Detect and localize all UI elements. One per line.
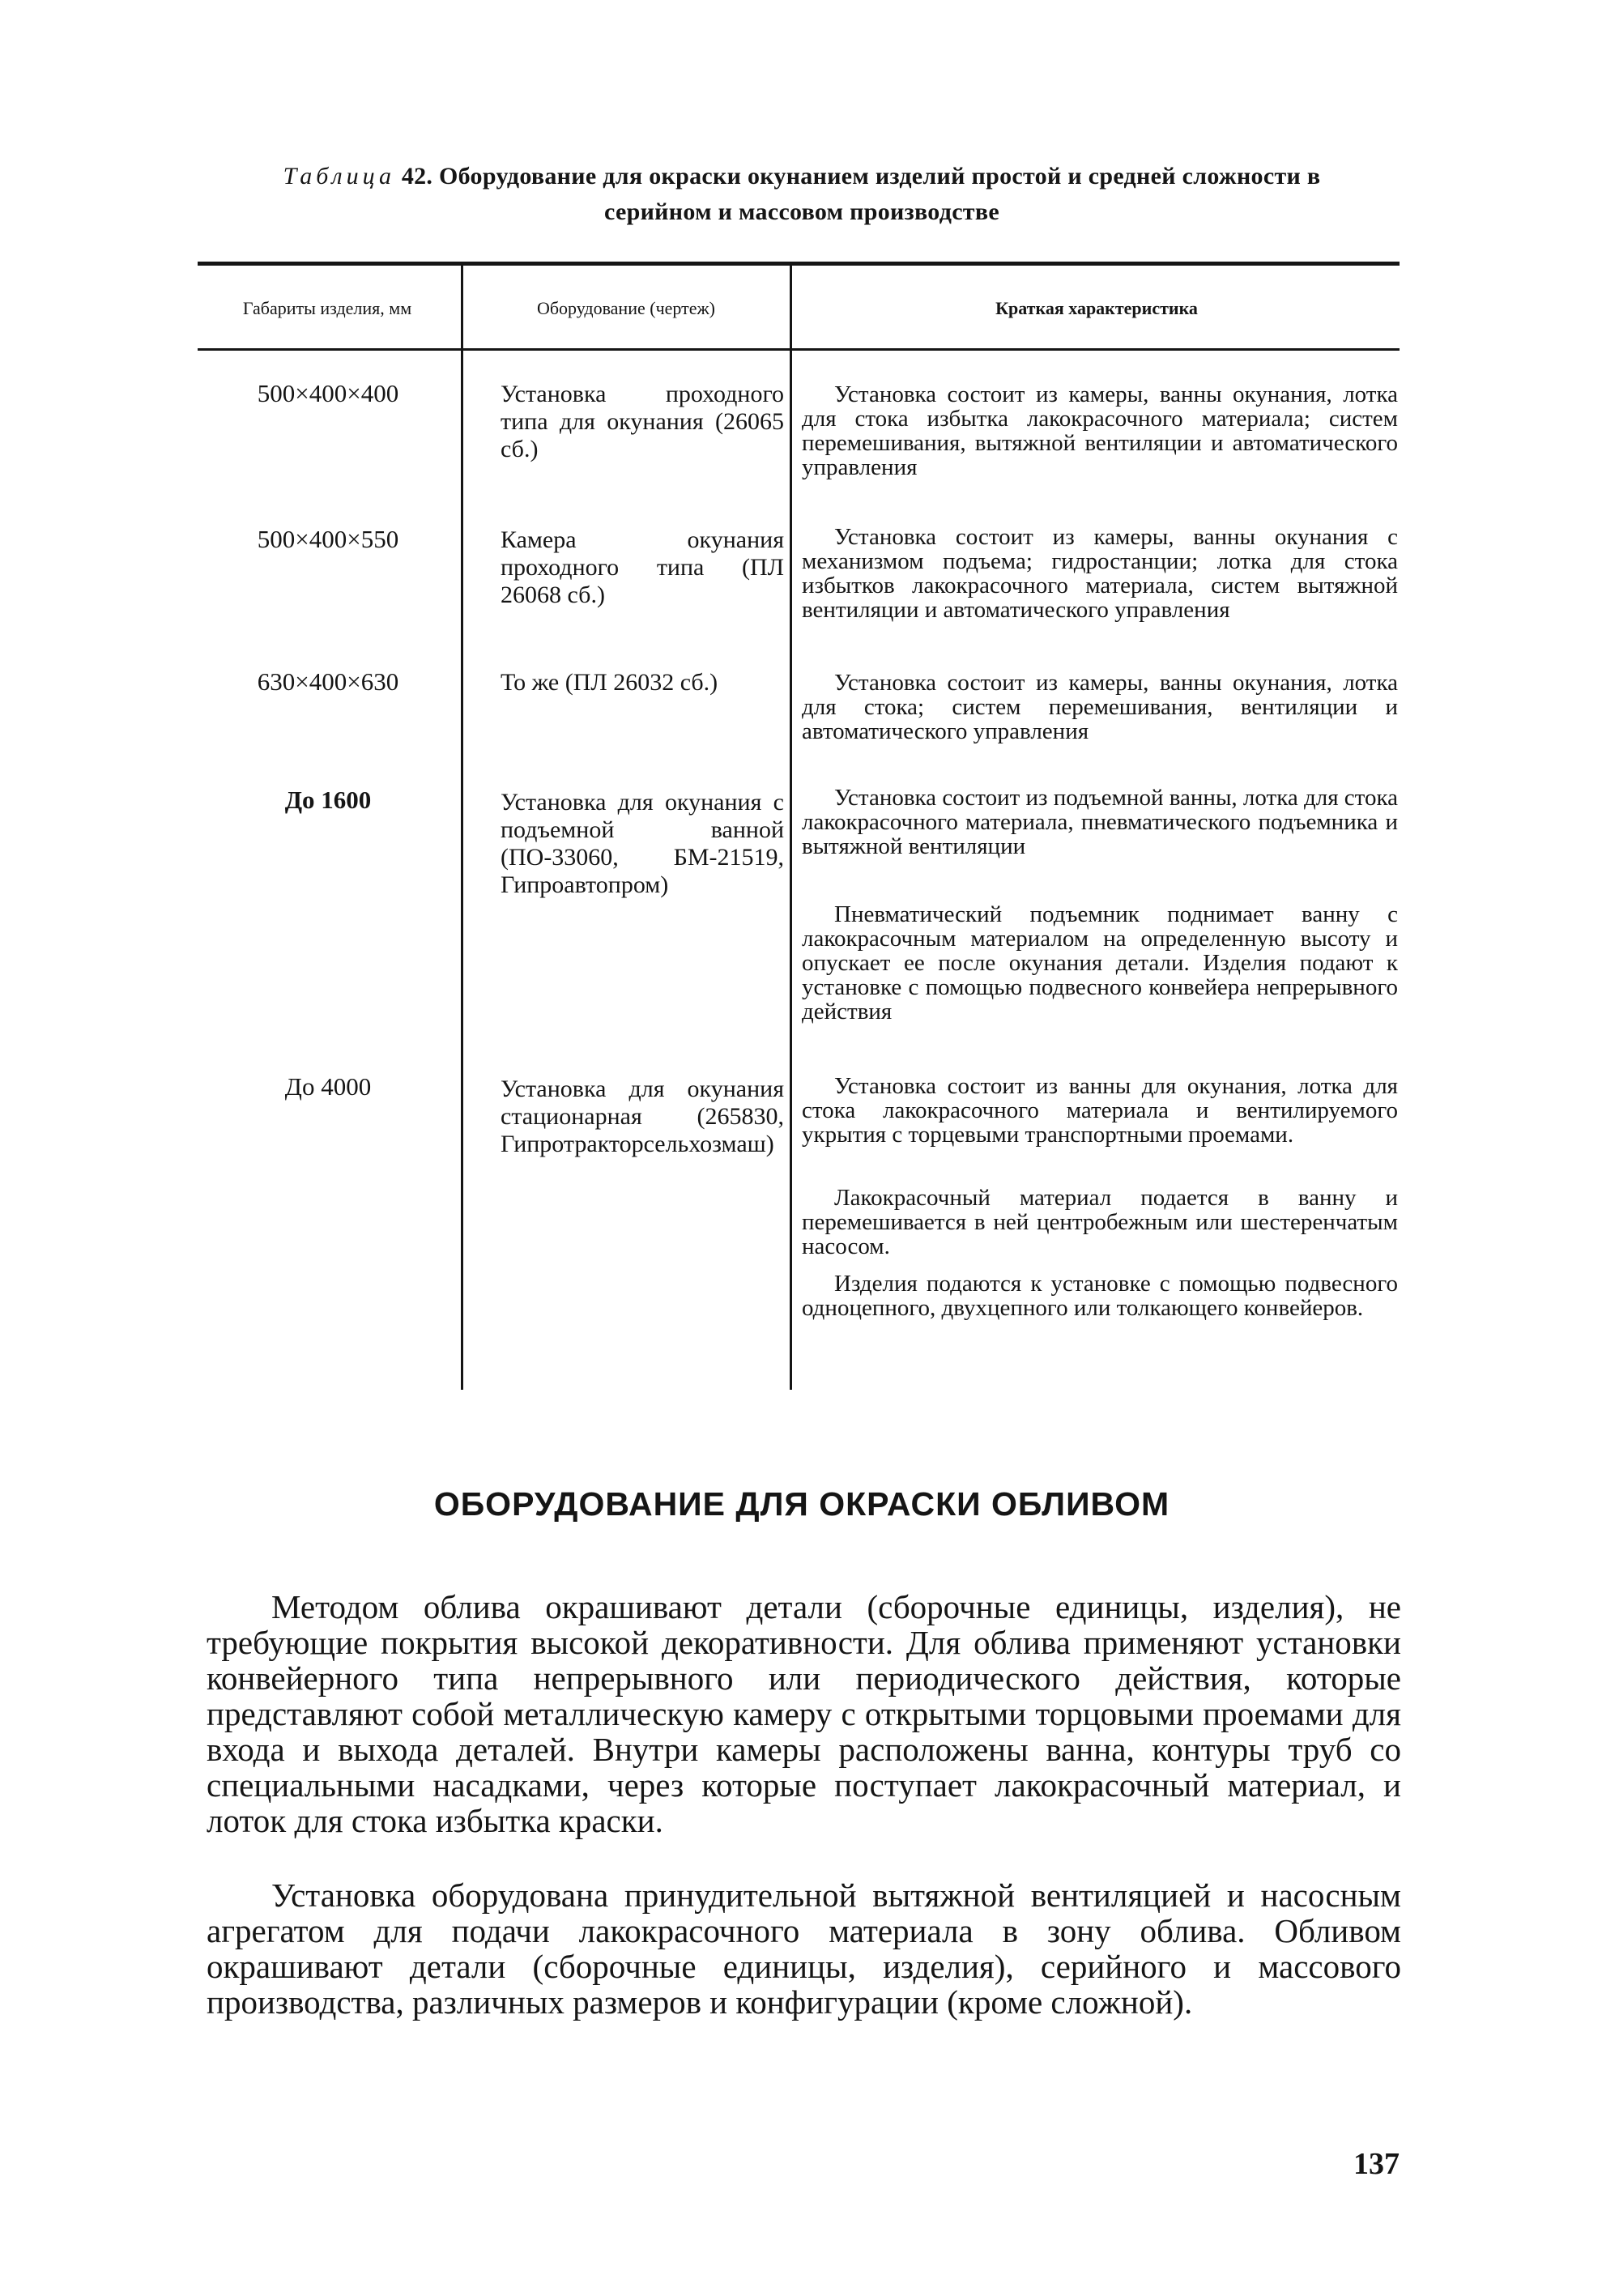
column-header-dimensions: Габариты изделия, мм [242,298,412,318]
row-description: Установка состоит из камеры, ванны окунания, лотка для стока избытка лакокрасочного материала; систем перемешивания, вытяжной вентиляции и автоматического управления [802,381,1398,480]
table-column-divider [790,264,792,1390]
row-equipment: Установка проходного типа для окунания (26065 сб.) [501,381,784,462]
table-caption-prefix: Таблица [283,163,395,190]
table-caption [243,159,1361,230]
table-header-rule [198,348,1400,351]
column-header-description: Краткая характеристика [995,298,1198,318]
row-description-note: Пневматический подъемник поднимает ванну с лакокрасочным материалом на определенную высоту и опускает ее после окунания детали. Изделия подают к установке с помощью подвесного конвейера непрерывного действия [802,901,1398,1024]
row-equipment: То же (ПЛ 26032 сб.) [501,669,718,696]
row-dimensions: 630×400×630 [257,667,399,696]
body-paragraph: Установка оборудована принудительной вытяжной вентиляцией и насосным агрегатом для подачи лакокрасочного материала в зону облива. Обливом окрашивают детали (сборочные единицы, изделия), серийного и массового производства, различных размеров и конфигурации (кроме сложной). [207,1876,1401,2021]
table-column-divider [461,264,463,1390]
row-description-note: Лакокрасочный материал подается в ванну и перемешивается в ней центробежным или шестеренчатым насосом. [802,1185,1398,1259]
body-paragraph: Методом облива окрашивают детали (сборочные единицы, изделия), не требующие покрытия высокой декоративности. Для облива применяют установки конвейерного типа непрерывного или периодического действия, которые представляют собой металлическую камеру с открытыми торцовыми проемами для входа и выхода деталей. Внутри камеры расположены ванна, контуры труб со специальными насадками, через которые поступает лакокрасочный материал, и лоток для стока избытка краски. [207,1588,1401,1839]
row-description: Установка состоит из ванны для окунания, лотка для стока лакокрасочного материала и вентилируемого укрытия с торцевыми транспортными проемами. [802,1073,1398,1148]
row-equipment: Камера окунания проходного типа (ПЛ 26068 сб.) [501,526,784,608]
row-equipment: Установка для окунания с подъемной ванной (ПО-33060, БМ-21519, Гипроавтопром) [501,789,784,898]
row-dimensions: До 1600 [284,786,372,814]
table-top-rule [198,262,1400,266]
row-description-note: Изделия подаются к установке с помощью подвесного одноцепного, двухцепного или толкающего конвейеров. [802,1271,1398,1321]
page-number: 137 [1353,2147,1400,2181]
row-dimensions: До 4000 [284,1072,372,1101]
row-description: Установка состоит из камеры, ванны окунания, лотка для стока; систем перемешивания, вентиляции и автоматического управления [802,670,1398,744]
row-equipment: Установка для окунания стационарная (265830, Гипротракторсельхозмаш) [501,1076,784,1157]
row-dimensions: 500×400×550 [257,525,399,553]
column-header-equipment: Оборудование (чертеж) [536,298,716,318]
row-dimensions: 500×400×400 [257,379,399,407]
table-caption-text: 42. Оборудование для окраски окунанием изделий простой и средней сложности в серийном и массовом производстве [401,163,1321,225]
row-description: Установка состоит из подъемной ванны, лотка для стока лакокрасочного материала, пневматического подъемника и вытяжной вентиляции [802,785,1398,859]
section-heading: ОБОРУДОВАНИЕ ДЛЯ ОКРАСКИ ОБЛИВОМ [433,1485,1170,1523]
row-description: Установка состоит из камеры, ванны окунания с механизмом подъема; гидростанции; лотка для стока избытков лакокрасочного материала, систем вытяжной вентиляции и автоматического управления [802,524,1398,623]
